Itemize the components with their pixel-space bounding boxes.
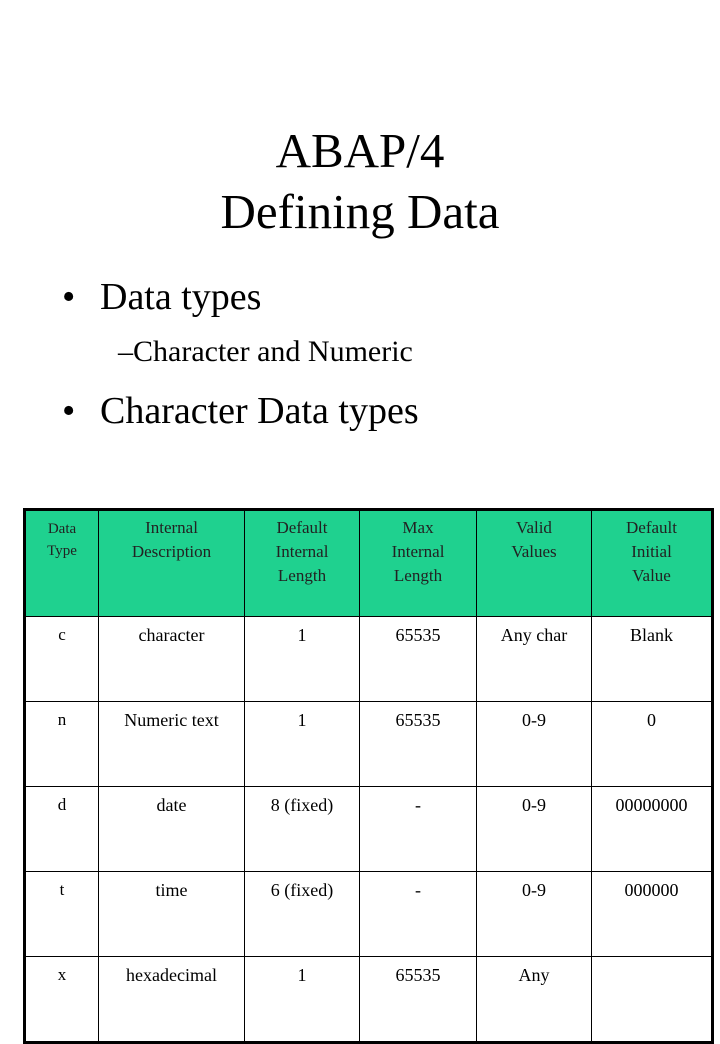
table-row [25,787,713,872]
table-cell: 65535 [360,702,477,787]
table-cell: d [25,787,99,872]
table-cell: 0-9 [477,787,592,872]
header-default-initial-value [592,510,713,617]
header-text: Values [511,542,557,561]
table-cell: hexadecimal [99,957,245,1043]
header-text: Default [626,518,677,537]
bullet-list [0,0,720,440]
header-internal-description [99,510,245,617]
table-cell: 65535 [360,957,477,1043]
header-valid-values [477,510,592,617]
table-cell: c [25,617,99,702]
table-cell: Any [477,957,592,1043]
table-cell: 8 (fixed) [245,787,360,872]
header-text: Valid [516,518,552,537]
header-max-internal-length [360,510,477,617]
table-cell: 65535 [360,617,477,702]
header-data-type [25,510,99,617]
table-header-row [25,510,713,617]
character-data-types-table [23,508,714,1044]
header-text: Length [393,566,443,585]
header-text: Max [402,518,434,537]
table-cell: date [99,787,245,872]
header-text: Internal [391,542,445,561]
table-row [25,702,713,787]
header-text: Value [632,566,671,585]
table-cell: 00000000 [592,787,713,872]
table-cell: 1 [245,957,360,1043]
table-cell: Any char [477,617,592,702]
table-cell: 0-9 [477,872,592,957]
table-cell: Blank [592,617,713,702]
table-cell: 000000 [592,872,713,957]
table-cell: 0-9 [477,702,592,787]
table-cell: Numeric text [99,702,245,787]
header-text: Type [47,543,77,559]
table-cell: 1 [245,617,360,702]
bullet-dot: • [62,276,76,318]
table-cell: t [25,872,99,957]
table-cell: 1 [245,702,360,787]
header-text: Data [47,521,77,537]
table-cell: n [25,702,99,787]
table-cell: 6 (fixed) [245,872,360,957]
bullet-label: Character Data types [100,390,419,432]
table-cell: character [99,617,245,702]
table-cell: - [360,787,477,872]
sub-bullet-character-numeric: –Character and Numeric [118,335,413,368]
bullet-item-character-data-types [62,386,419,436]
header-default-internal-length [245,510,360,617]
header-text: Length [277,566,327,585]
table-cell [592,957,713,1043]
bullet-label: Data types [100,276,262,318]
table-cell: x [25,957,99,1043]
table-cell: time [99,872,245,957]
slide-title-line1: ABAP/4 [275,123,445,178]
table-cell: 0 [592,702,713,787]
header-text: Default [276,518,328,537]
table-row [25,957,713,1043]
slide-title-line2: Defining Data [220,184,500,239]
header-text: Internal [145,518,198,537]
table-row [25,617,713,702]
bullet-dot: • [62,390,76,432]
table-row [25,872,713,957]
header-text: Description [131,542,212,561]
table-cell: - [360,872,477,957]
header-text: Internal [275,542,329,561]
header-text: Initial [631,542,672,561]
bullet-item-data-types [62,272,261,322]
